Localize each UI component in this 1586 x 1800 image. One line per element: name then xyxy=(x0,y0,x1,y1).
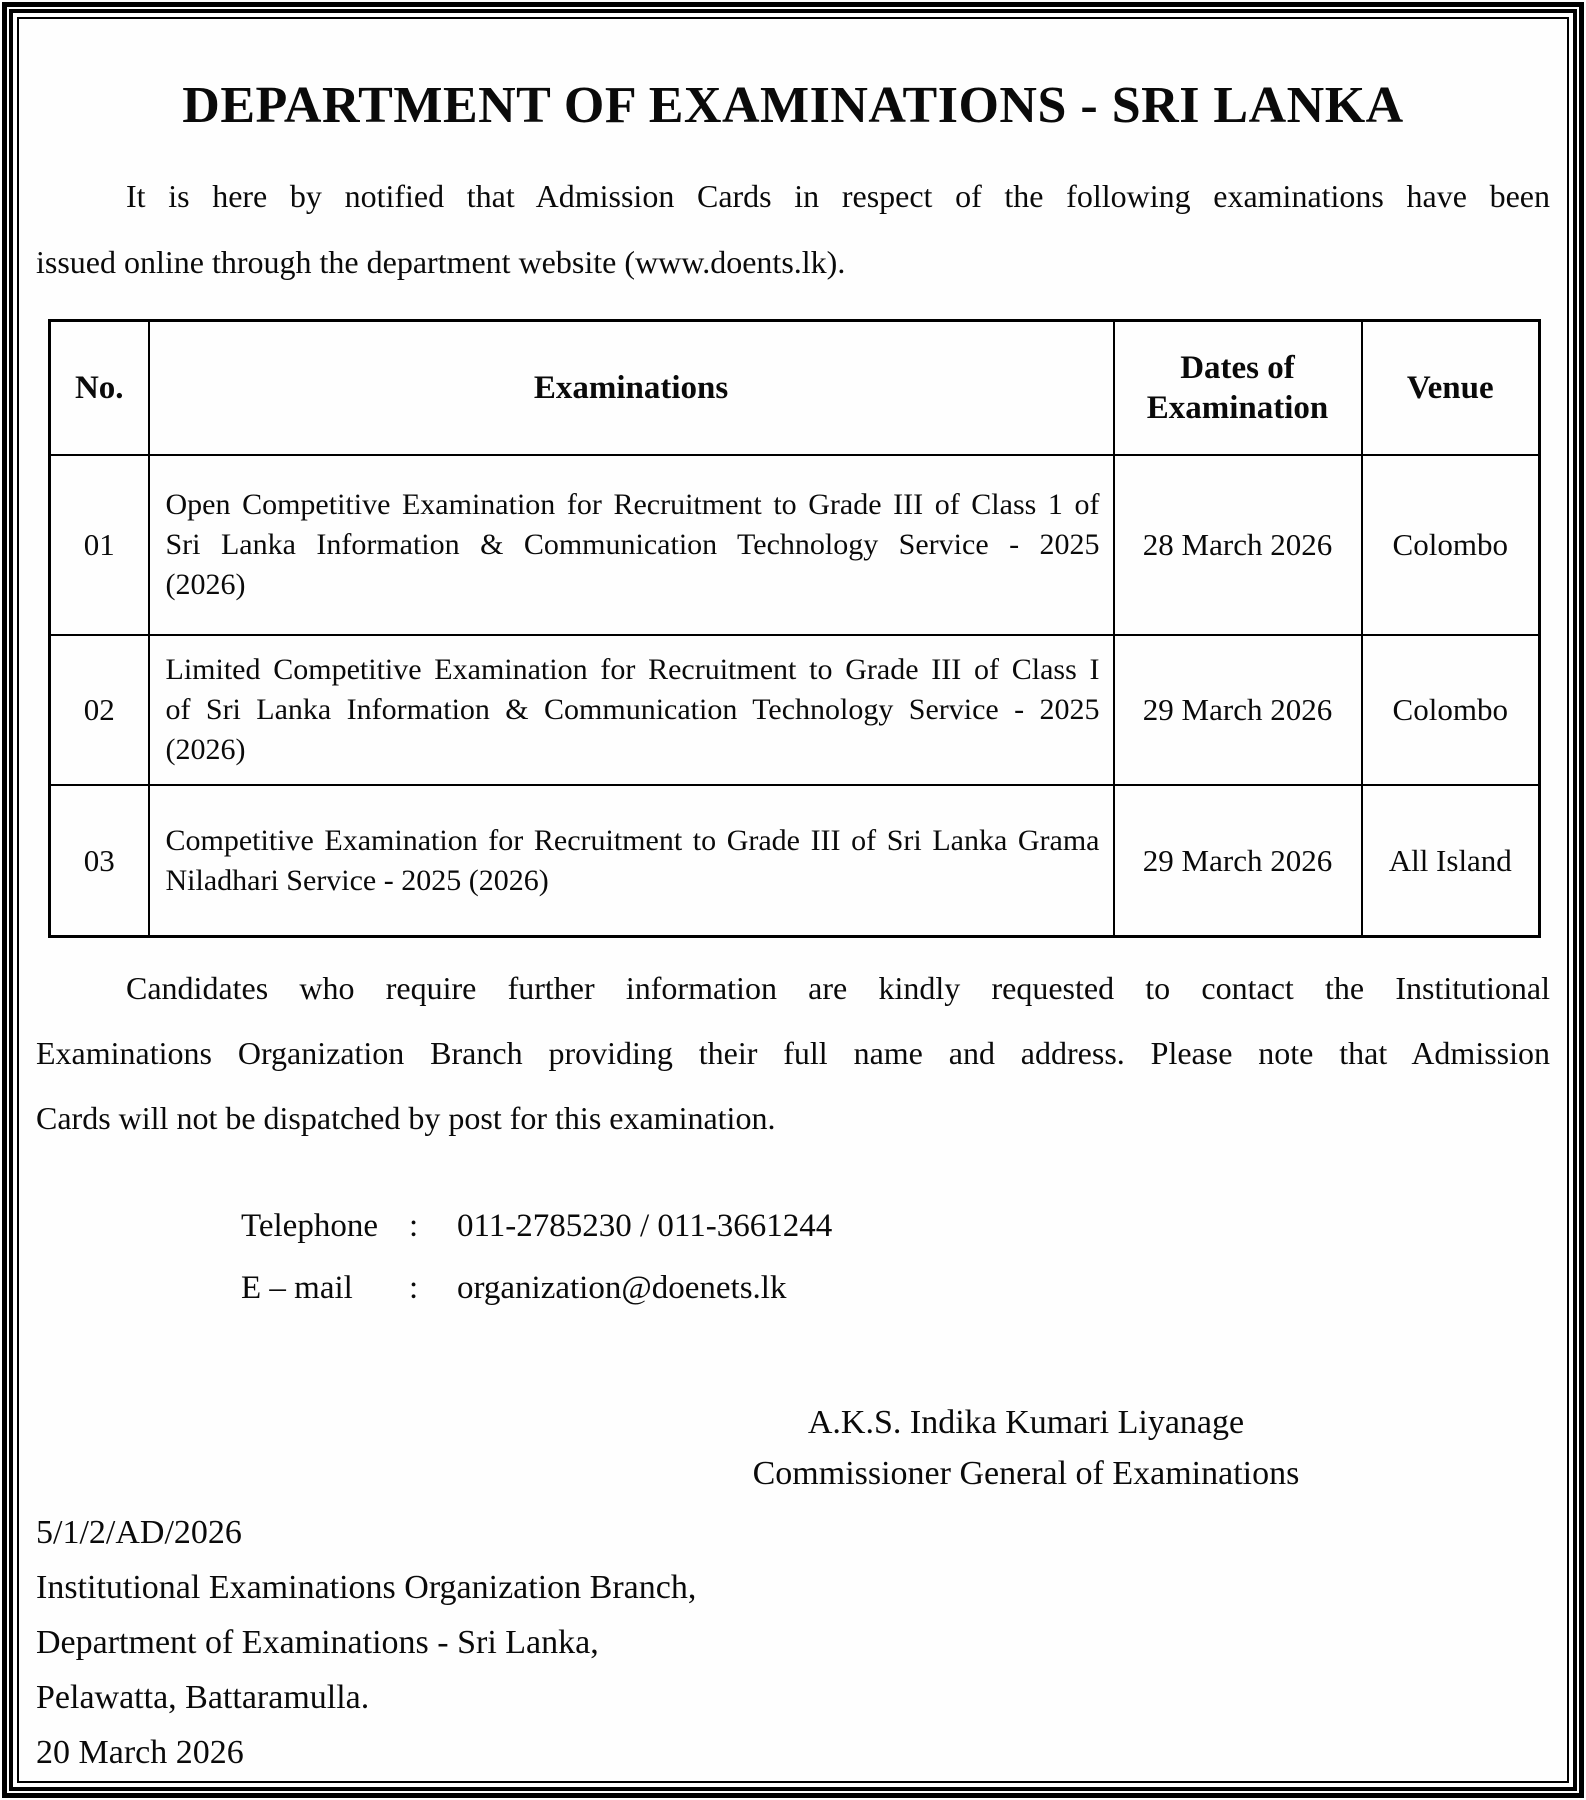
examination-line: (2026) xyxy=(165,567,246,601)
header-venue: Venue xyxy=(1362,321,1540,455)
address-line: Department of Examinations - Sri Lanka, xyxy=(36,1624,599,1662)
examination-title xyxy=(149,455,1114,635)
examination-line: Limited Competitive Examination for Recruitment to Grade III of Class I xyxy=(165,652,1100,686)
table-row xyxy=(50,785,1540,937)
signatory-name: A.K.S. Indika Kumari Liyanage xyxy=(807,1404,1245,1442)
examination-line: Sri Lanka Information & Communication Technology Service - 2025 xyxy=(165,527,1100,561)
email-separator: : xyxy=(409,1270,419,1307)
examination-line: Competitive Examination for Recruitment to Grade III of Sri Lanka Grama xyxy=(165,823,1100,857)
examination-title xyxy=(149,785,1114,937)
inner-border-frame xyxy=(17,17,1569,1783)
exam-date: 29 March 2026 xyxy=(1114,635,1362,785)
exam-venue: All Island xyxy=(1362,785,1540,937)
telephone-label: Telephone xyxy=(241,1208,378,1245)
contact-block xyxy=(36,1195,1550,1319)
signatory-position: Commissioner General of Examinations xyxy=(752,1455,1300,1493)
exam-date: 29 March 2026 xyxy=(1114,785,1362,937)
exam-venue: Colombo xyxy=(1362,455,1540,635)
note-line: Examinations Organization Branch providing their full name and address. Please note that Admission xyxy=(36,1035,1550,1072)
email-value: organization@doenets.lk xyxy=(457,1270,787,1307)
exam-date: 28 March 2026 xyxy=(1114,455,1362,635)
note-paragraph xyxy=(36,956,1550,1151)
examination-line: Niladhari Service - 2025 (2026) xyxy=(165,863,549,897)
examination-line: Open Competitive Examination for Recruitment to Grade III of Class 1 of xyxy=(165,487,1100,521)
email-row xyxy=(241,1257,1550,1319)
outer-border-frame xyxy=(2,2,1584,1798)
examination-line: (2026) xyxy=(165,732,246,766)
header-dates: Dates of Examination xyxy=(1114,321,1362,455)
row-number: 03 xyxy=(50,785,149,937)
reference-number: 5/1/2/AD/2026 xyxy=(36,1514,242,1552)
address-line: Pelawatta, Battaramulla. xyxy=(36,1679,370,1717)
notice-date: 20 March 2026 xyxy=(36,1734,244,1772)
examinations-table xyxy=(48,319,1541,938)
table-header-row xyxy=(50,321,1540,455)
intro-line: It is here by notified that Admission Cards in respect of the following examinations have been xyxy=(126,178,1550,215)
intro-paragraph xyxy=(36,163,1550,295)
email-label: E – mail xyxy=(241,1270,353,1307)
telephone-row xyxy=(241,1195,1550,1257)
table-row xyxy=(50,635,1540,785)
examination-line: of Sri Lanka Information & Communication Technology Service - 2025 xyxy=(165,692,1100,726)
examination-title xyxy=(149,635,1114,785)
header-no: No. xyxy=(50,321,149,455)
telephone-separator: : xyxy=(409,1208,419,1245)
row-number: 01 xyxy=(50,455,149,635)
intro-line: issued online through the department website (www.doents.lk). xyxy=(36,244,846,281)
address-line: Institutional Examinations Organization Branch, xyxy=(36,1569,697,1607)
page-title: DEPARTMENT OF EXAMINATIONS - SRI LANKA xyxy=(182,77,1404,134)
row-number: 02 xyxy=(50,635,149,785)
footer-block xyxy=(36,1505,1550,1780)
middle-border-frame xyxy=(9,9,1577,1791)
header-examinations: Examinations xyxy=(149,321,1114,455)
telephone-value: 011-2785230 / 011-3661244 xyxy=(457,1208,833,1245)
note-line: Cards will not be dispatched by post for this examination. xyxy=(36,1100,776,1137)
signature-block xyxy=(726,1397,1326,1499)
exam-venue: Colombo xyxy=(1362,635,1540,785)
note-line: Candidates who require further information are kindly requested to contact the Institutional xyxy=(126,970,1550,1007)
table-row xyxy=(50,455,1540,635)
